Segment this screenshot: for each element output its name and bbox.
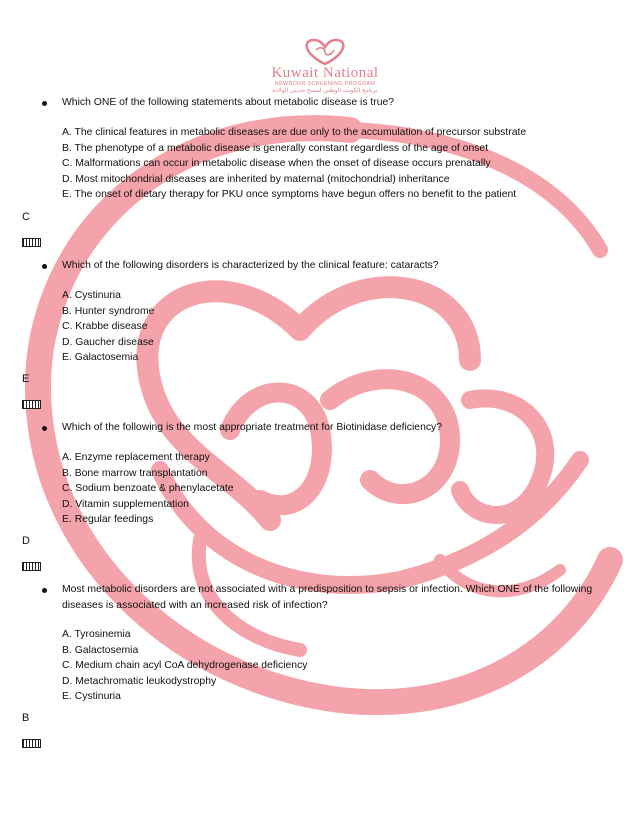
option: D. Gaucher disease (62, 336, 154, 348)
option: E. Cystinuria (62, 691, 121, 702)
question-3: Which of the following is the most appropriate treatment for Biotinidase deficiency? (62, 422, 443, 433)
option: B. The phenotype of a metabolic disease is generally constant regardless of the age of onset (62, 142, 489, 154)
question-1: Which ONE of the following statements about metabolic disease is true? (62, 97, 395, 108)
logo-arabic-text: برنامج الكويت الوطني لمسح حديثي الولادة (272, 88, 378, 94)
bullet-icon (42, 264, 47, 269)
bullet-icon (42, 426, 47, 431)
glyph-placeholder-icon (22, 739, 41, 748)
glyph-placeholder-icon (22, 562, 41, 571)
question-4-line-2: diseases is associated with an increased risk of infection? (62, 600, 328, 611)
bullet-icon (42, 588, 47, 593)
glyph-placeholder-icon (22, 400, 41, 409)
option: B. Bone marrow transplantation (62, 467, 208, 479)
answer-3: D (22, 535, 30, 547)
question-1-options (62, 125, 602, 203)
question-4 (62, 582, 622, 614)
answer-2: E (22, 373, 30, 385)
option: E. Galactosemia (62, 352, 139, 363)
question-2: Which of the following disorders is characterized by the clinical feature: cataracts? (62, 260, 439, 271)
option: B. Hunter syndrome (62, 305, 155, 317)
answer-1: C (22, 211, 30, 223)
question-3-options (62, 450, 602, 528)
option: E. Regular feedings (62, 514, 154, 525)
option: D. Vitamin supplementation (62, 498, 189, 510)
option: D. Most mitochondrial diseases are inherited by maternal (mitochondrial) inheritance (62, 173, 450, 185)
question-2-options (62, 288, 602, 366)
option: B. Galactosemia (62, 644, 139, 656)
logo-subtitle: NEWBORN SCREENING PROGRAM (274, 81, 376, 87)
option: A. The clinical features in metabolic diseases are due only to the accumulation of precursor substrate (62, 127, 527, 138)
option: A. Cystinuria (62, 290, 121, 301)
option: A. Tyrosinemia (62, 629, 131, 640)
option: C. Medium chain acyl CoA dehydrogenase deficiency (62, 660, 308, 671)
logo-title: Kuwait National (271, 65, 379, 81)
option: E. The onset of dietary therapy for PKU once symptoms have begun offers no benefit to the patient (62, 189, 517, 200)
option: C. Sodium benzoate & phenylacetate (62, 483, 234, 494)
option: C. Krabbe disease (62, 321, 148, 332)
option: A. Enzyme replacement therapy (62, 452, 210, 463)
question-4-line-1: Most metabolic disorders are not associated with a predisposition to sepsis or infection. Which ONE of the following (62, 584, 593, 595)
question-4-options (62, 627, 602, 705)
glyph-placeholder-icon (22, 238, 41, 247)
option: D. Metachromatic leukodystrophy (62, 675, 217, 687)
answer-4: B (22, 712, 30, 724)
bullet-icon (42, 101, 47, 106)
option: C. Malformations can occur in metabolic disease when the onset of disease occurs prenatally (62, 158, 491, 169)
